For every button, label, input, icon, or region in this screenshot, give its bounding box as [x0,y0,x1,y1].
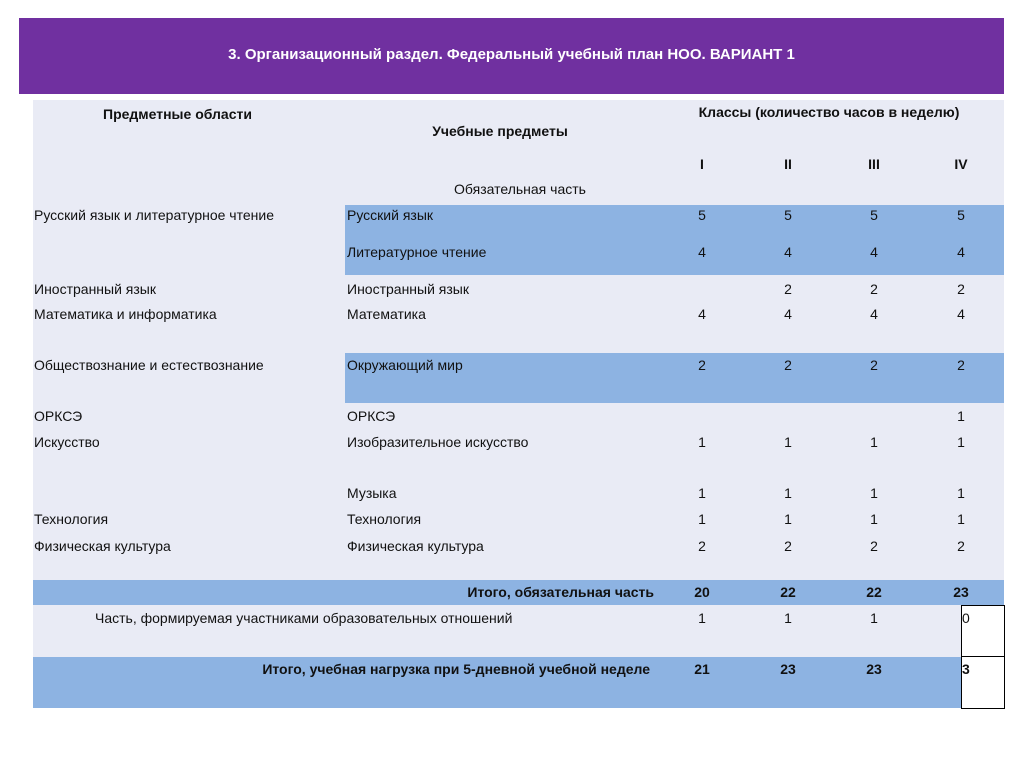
row-value-3: 4 [870,244,878,260]
slide-title: 3. Организационный раздел. Федеральный учебный план НОО. ВАРИАНТ 1 [228,46,795,63]
row-value-4: 4 [957,306,965,322]
row-value-2: 1 [784,485,792,501]
row-subject: Музыка [347,485,397,501]
row-value-1: 1 [698,434,706,450]
row-value-1: 4 [698,306,706,322]
row-value-3: 5 [870,207,878,223]
header-classes: Классы (количество часов в неделю) [698,104,960,120]
row-area: Физическая культура [34,538,171,554]
row-value-4: 1 [957,485,965,501]
row-value-3: 2 [870,357,878,373]
row-value-3: 2 [870,281,878,297]
row-area: Искусство [34,434,100,450]
grade-header-4: IV [954,156,968,172]
row-area: Математика и информатика [34,306,217,322]
total-load-value-2: 23 [780,661,796,677]
row-subject: Технология [347,511,422,527]
row-subject: Иностранный язык [347,281,469,297]
row-value-4: 1 [957,511,965,527]
row-value-2: 1 [784,511,792,527]
row-value-3: 1 [870,434,878,450]
total-required-value-1: 20 [694,584,710,600]
total-load-label: Итого, учебная нагрузка при 5-дневной учебной неделе [262,661,650,677]
row-value-2: 2 [784,538,792,554]
row-value-1: 1 [698,485,706,501]
row-value-2: 4 [784,306,792,322]
row-subject: Литературное чтение [347,244,487,260]
participants-value-3: 1 [870,610,878,626]
row-value-2: 4 [784,244,792,260]
row-subject: ОРКСЭ [347,408,396,424]
row-area: ОРКСЭ [34,408,83,424]
header-subject-areas: Предметные области [103,106,252,122]
participants-value-2: 1 [784,610,792,626]
total-required-value-2: 22 [780,584,796,600]
row-value-2: 2 [784,357,792,373]
row-value-3: 1 [870,485,878,501]
total-load-value-1: 21 [694,661,710,677]
row-area: Обществознание и естествознание [34,357,264,373]
row-value-2: 1 [784,434,792,450]
row-value-1: 2 [698,538,706,554]
grade-header-2: II [784,156,792,172]
row-band-russian [345,205,1004,275]
participants-value-4: 0 [962,610,970,626]
row-subject: Физическая культура [347,538,484,554]
row-value-1: 2 [698,357,706,373]
row-value-4: 2 [957,281,965,297]
row-area: Русский язык и литературное чтение [34,207,274,223]
total-required-value-4: 23 [953,584,969,600]
row-subject: Изобразительное искусство [347,434,529,450]
row-value-3: 2 [870,538,878,554]
section-required-label: Обязательная часть [454,181,586,197]
row-subject: Русский язык [347,207,434,223]
row-area: Иностранный язык [34,281,156,297]
row-value-4: 2 [957,538,965,554]
slide-header [19,18,1004,94]
row-subject: Математика [347,306,426,322]
row-value-1: 4 [698,244,706,260]
row-value-2: 5 [784,207,792,223]
row-value-1: 5 [698,207,706,223]
total-load-value-3: 23 [866,661,882,677]
row-value-1: 1 [698,511,706,527]
total-required-value-3: 22 [866,584,882,600]
row-value-4: 2 [957,357,965,373]
row-value-2: 2 [784,281,792,297]
grade-header-1: I [700,156,704,172]
row-value-3: 1 [870,511,878,527]
row-value-4: 1 [957,434,965,450]
row-value-4: 1 [957,408,965,424]
row-area: Технология [34,511,109,527]
total-load-value-4: 3 [962,661,970,677]
row-value-4: 5 [957,207,965,223]
header-subjects: Учебные предметы [432,123,568,139]
participants-value-1: 1 [698,610,706,626]
row-subject: Окружающий мир [347,357,463,373]
grade-header-3: III [868,156,880,172]
row-value-3: 4 [870,306,878,322]
total-required-label: Итого, обязательная часть [467,584,654,600]
participants-part-label: Часть, формируемая участниками образовательных отношений [95,610,513,626]
row-value-4: 4 [957,244,965,260]
